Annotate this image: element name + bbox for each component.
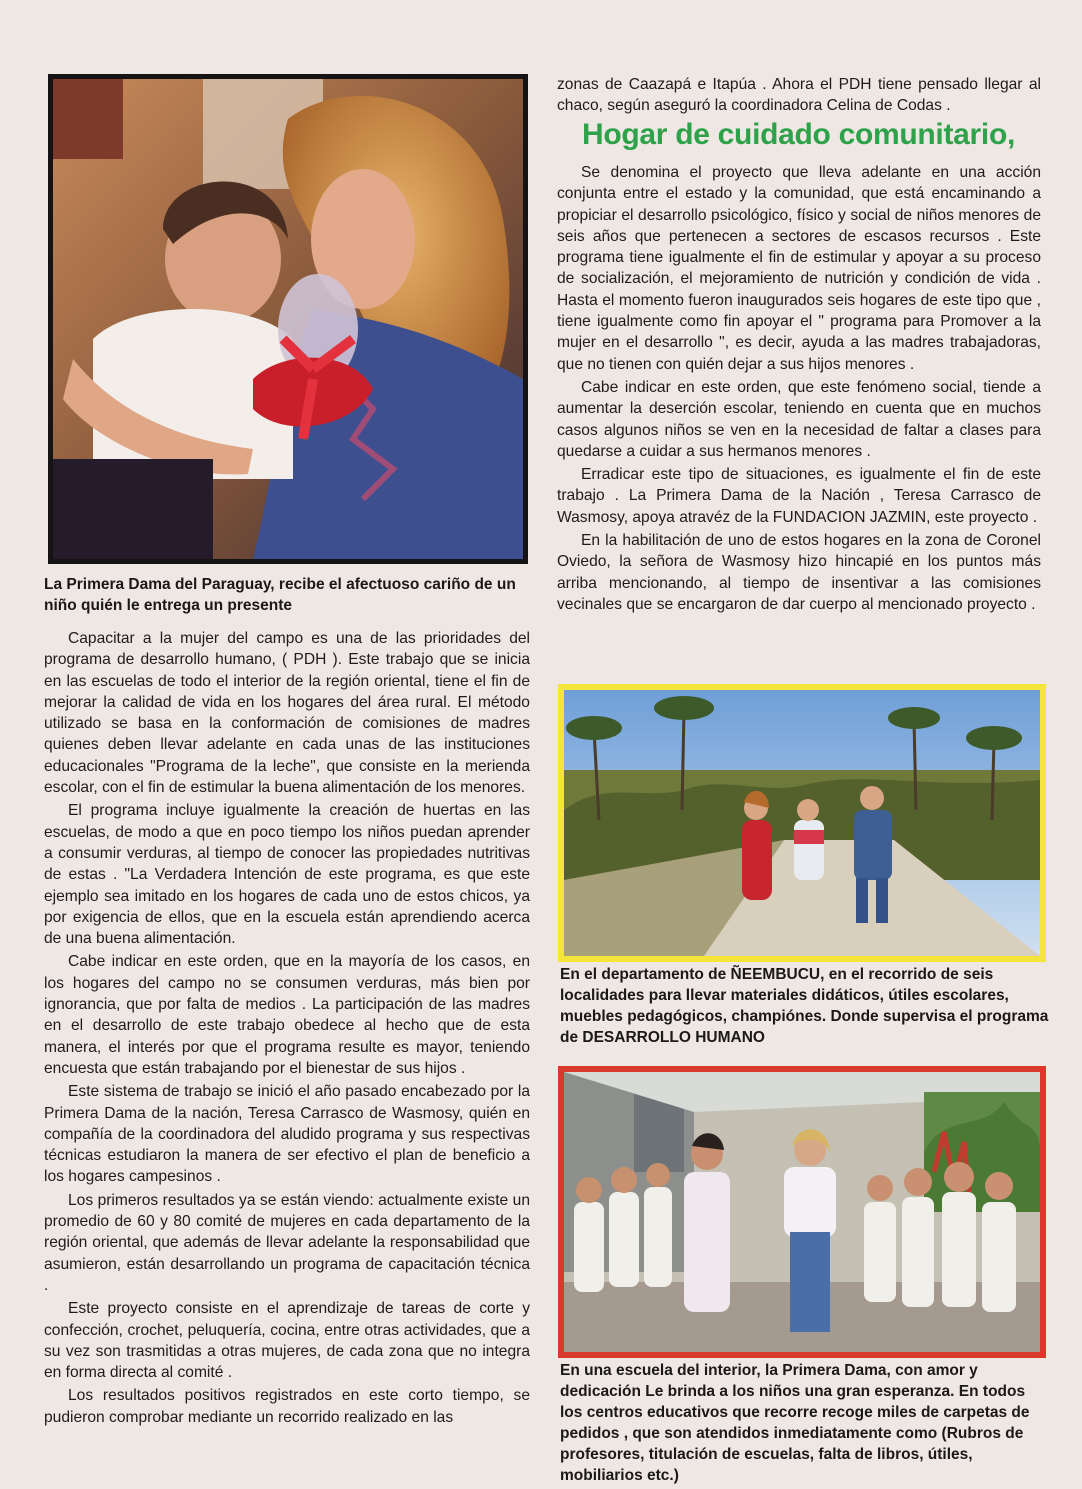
paragraph: Cabe indicar en este orden, que en la mayoría de los casos, en los hogares del campo no se consumen verduras, más bien por ignorancia, que por falta de medios . La participación de las madres en el desarrollo de este trabajo obedece al hecho que de esta manera, el interés por que el programa resulte es mayor, teniendo encuesta que están trabajando por el bienestar de sus hijos . bbox=[44, 953, 530, 1077]
paragraph: Los primeros resultados ya se están viendo: actualmente existe un promedio de 60 y 80 comité de mujeres en cada departamento de la región oriental, que además de llevar adelante la responsabilidad que asumieron, están desarrollando un programa de capacitación técnica . bbox=[44, 1191, 530, 1294]
photo1-caption: La Primera Dama del Paraguay, recibe el afectuoso cariño de un niño quién le entrega un presente bbox=[44, 576, 516, 614]
group-walking-dirt-road-photo-icon bbox=[564, 690, 1040, 956]
photo-neembucu-road-walk bbox=[558, 684, 1046, 962]
paragraph: zonas de Caazapá e Itapúa . Ahora el PDH tiene pensado llegar al chaco, según aseguró la coordinadora Celina de Codas . bbox=[557, 76, 1041, 115]
paragraph: Este sistema de trabajo se inició el año pasado encabezado por la Primera Dama de la nación, Teresa Carrasco de Wasmosy, quién en compañía de la coordinadora del aludido programa y sus respectivas técnicas estudiaron la manera de ser efectivo el plan de beneficio a los hogares campesinos . bbox=[44, 1083, 530, 1186]
paragraph: Erradicar este tipo de situaciones, es igualmente el fin de este trabajo . La Primera Dama de la Nación , Teresa Carrasco de Wasmosy, apoya atravéz de la FUNDACION JAZMIN, este proyecto . bbox=[557, 466, 1041, 526]
paragraph: Se denomina el proyecto que lleva adelante en una acción conjunta entre el estado y la comunidad, que está encaminando a propiciar el desarrollo psicológico, físico y social de niños menores de seis años que pertenecen a sectores de escasos recursos . Este programa tiene igualmente el fin de estimular y apoyar a su proceso de socialización, el mejoramiento de nutrición y condición de vida . Hasta el momento fueron inaugurados seis hogares de este tipo que , tiene igualmente como fin apoyar el " programa para Promover a la mujer en el desarrollo ", es decir, ayuda a las madres trabajadoras, que no tienen con quién dejar a sus hijos menores . bbox=[557, 164, 1041, 373]
woman-hugging-child-photo-icon bbox=[53, 79, 523, 559]
right-column-continuation bbox=[557, 74, 1041, 119]
section-heading: Hogar de cuidado comunitario, bbox=[582, 118, 1016, 151]
right-column-article bbox=[557, 162, 1041, 617]
paragraph: Cabe indicar en este orden, que este fenómeno social, tiende a aumentar la deserción escolar, teniendo en cuenta que en muchos casos algunos niños se ven en la necesidad de faltar a clases para quedarse a cuidar a sus hermanos menores . bbox=[557, 378, 1041, 460]
paragraph: Este proyecto consiste en el aprendizaje de tareas de corte y confección, crochet, peluquería, cocina, entre otras actividades, que a su vez son trasmitidas a otras mujeres, de cada zona que no integra en forma directa al comité . bbox=[44, 1300, 530, 1382]
paragraph: El programa incluye igualmente la creación de huertas en las escuelas, de modo a que en poco tiempo los niños puedan aprender a consumir verduras, al tiempo de conocer las propiedades nutritivas de estas . "La Verdadera Intención de este programa, es que este ejemplo sea imitado en los hogares de cada uno de estos chicos, ya por exigencia de ellos, que en la escuela están aprendiendo acerca de una buena alimentación. bbox=[44, 802, 530, 948]
photo-school-visit bbox=[558, 1066, 1046, 1358]
paragraph: Los resultados positivos registrados en este corto tiempo, se pudieron comprobar mediante un recorrido realizado en las bbox=[44, 1387, 530, 1426]
photo3-caption: En una escuela del interior, la Primera Dama, con amor y dedicación Le brinda a los niños una gran esperanza. En todos los centros educativos que recorre recoge miles de carpetas de pedidos , que son atendidos inmediatamente como (Rubros de profesores, titulación de escuelas, falta de libros, útiles, mobiliarios etc.) bbox=[560, 1362, 1030, 1484]
left-column-article bbox=[44, 628, 530, 1430]
paragraph: Capacitar a la mujer del campo es una de las prioridades del programa de desarrollo humano, ( PDH ). Este trabajo que se inicia en las escuelas de todo el interior de la región oriental, tiene el fin de mejorar la calidad de vida en los hogares del área rural. El método utilizado se basa en la conformación de comisiones de madres quienes deben llevar adelante en cada unas de las instituciones educacionales "Programa de la leche", que consiste en la merienda escolar, con el fin de estimular la buena alimentación de los menores. bbox=[44, 630, 530, 797]
photo-first-lady-with-child bbox=[48, 74, 528, 564]
paragraph: En la habilitación de uno de estos hogares en la zona de Coronel Oviedo, la señora de Wasmosy hizo hincapié en los puntos más arriba mencionando, al tiempo de insentivar a las comisiones vecinales que se encargaron de dar cuerpo al mencionado proyecto . bbox=[557, 532, 1041, 613]
school-children-greeting-photo-icon bbox=[564, 1072, 1040, 1352]
photo2-caption: En el departamento de ÑEEMBUCU, en el recorrido de seis localidades para llevar materiales didáticos, útiles escolares, muebles pedagógicos, champiónes. Donde supervisa el programa de DESARROLLO HUMANO bbox=[560, 966, 1049, 1046]
